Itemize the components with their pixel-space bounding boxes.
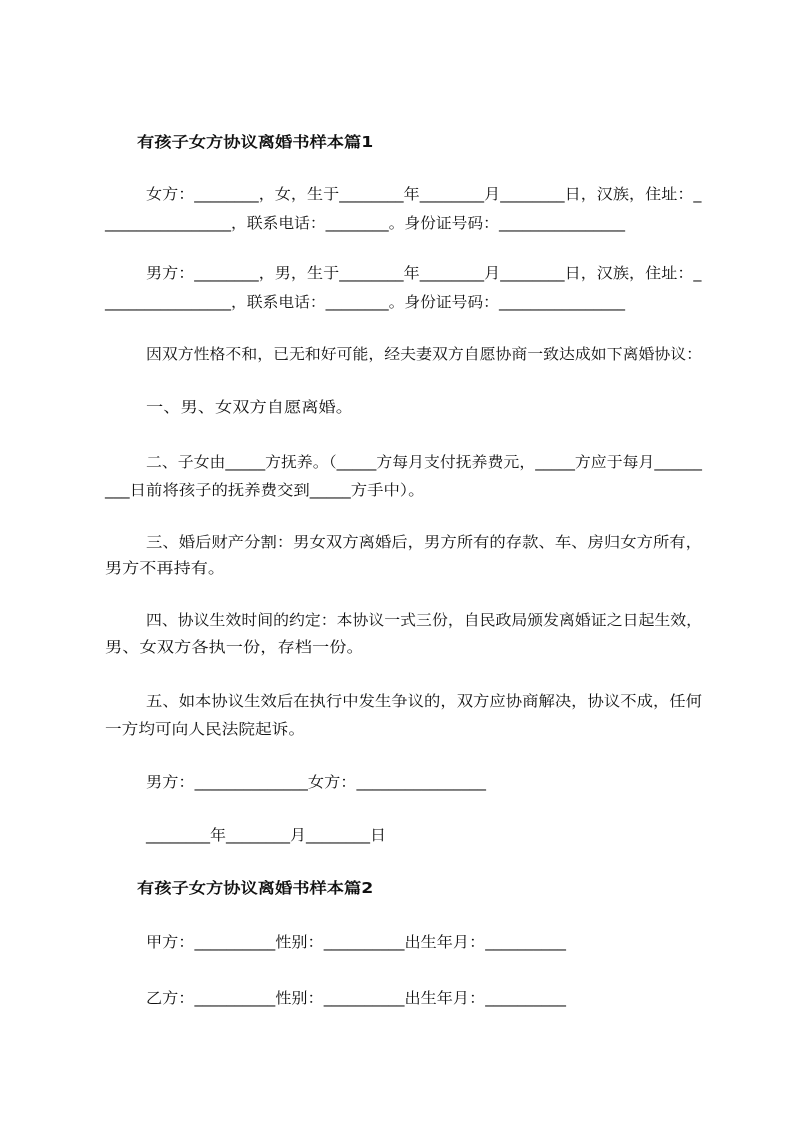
male-party-line2: ________________，联系电话：________。身份证号码：________________	[105, 293, 626, 311]
clause-3-line2: 男方不再持有。	[105, 559, 226, 577]
clause-1: 一、男、女双方自愿离婚。	[146, 398, 354, 416]
female-party-line2: ________________，联系电话：________。身份证号码：________________	[105, 214, 626, 232]
party-a-line: 甲方：__________性别：__________出生年月：__________	[146, 933, 567, 951]
agreement-intro: 因双方性格不和，已无和好可能，经夫妻双方自愿协商一致达成如下离婚协议：	[146, 345, 703, 363]
female-party-line1: 女方：________，女，生于________年________月________日，汉族，住址：_	[146, 185, 702, 203]
clause-3-line1: 三、婚后财产分割：男女双方离婚后，男方所有的存款、车、房归女方所有，	[146, 533, 703, 551]
date-line: ________年________月________日	[146, 826, 387, 844]
clause-5-line1: 五、如本协议生效后在执行中发生争议的，双方应协商解决，协议不成，任何	[146, 692, 703, 710]
section1-title: 有孩子女方协议离婚书样本篇1	[137, 133, 374, 151]
party-b-line: 乙方：__________性别：__________出生年月：__________	[146, 989, 567, 1007]
male-party-line1: 男方：________，男，生于________年________月________日，汉族，住址：_	[146, 264, 702, 282]
clause-2-line1: 二、子女由_____方抚养。（_____方每月支付抚养费元，_____方应于每月______	[146, 453, 703, 471]
signature-line: 男方：______________女方：________________	[146, 773, 487, 791]
clause-4-line1: 四、协议生效时间的约定：本协议一式三份，自民政局颁发离婚证之日起生效，	[146, 611, 703, 629]
section2-title: 有孩子女方协议离婚书样本篇2	[137, 879, 374, 897]
clause-2-line2: ___日前将孩子的抚养费交到_____方手中）。	[105, 481, 425, 499]
clause-5-line2: 一方均可向人民法院起诉。	[105, 720, 306, 738]
clause-4-line2: 男、女双方各执一份，存档一份。	[105, 638, 364, 656]
